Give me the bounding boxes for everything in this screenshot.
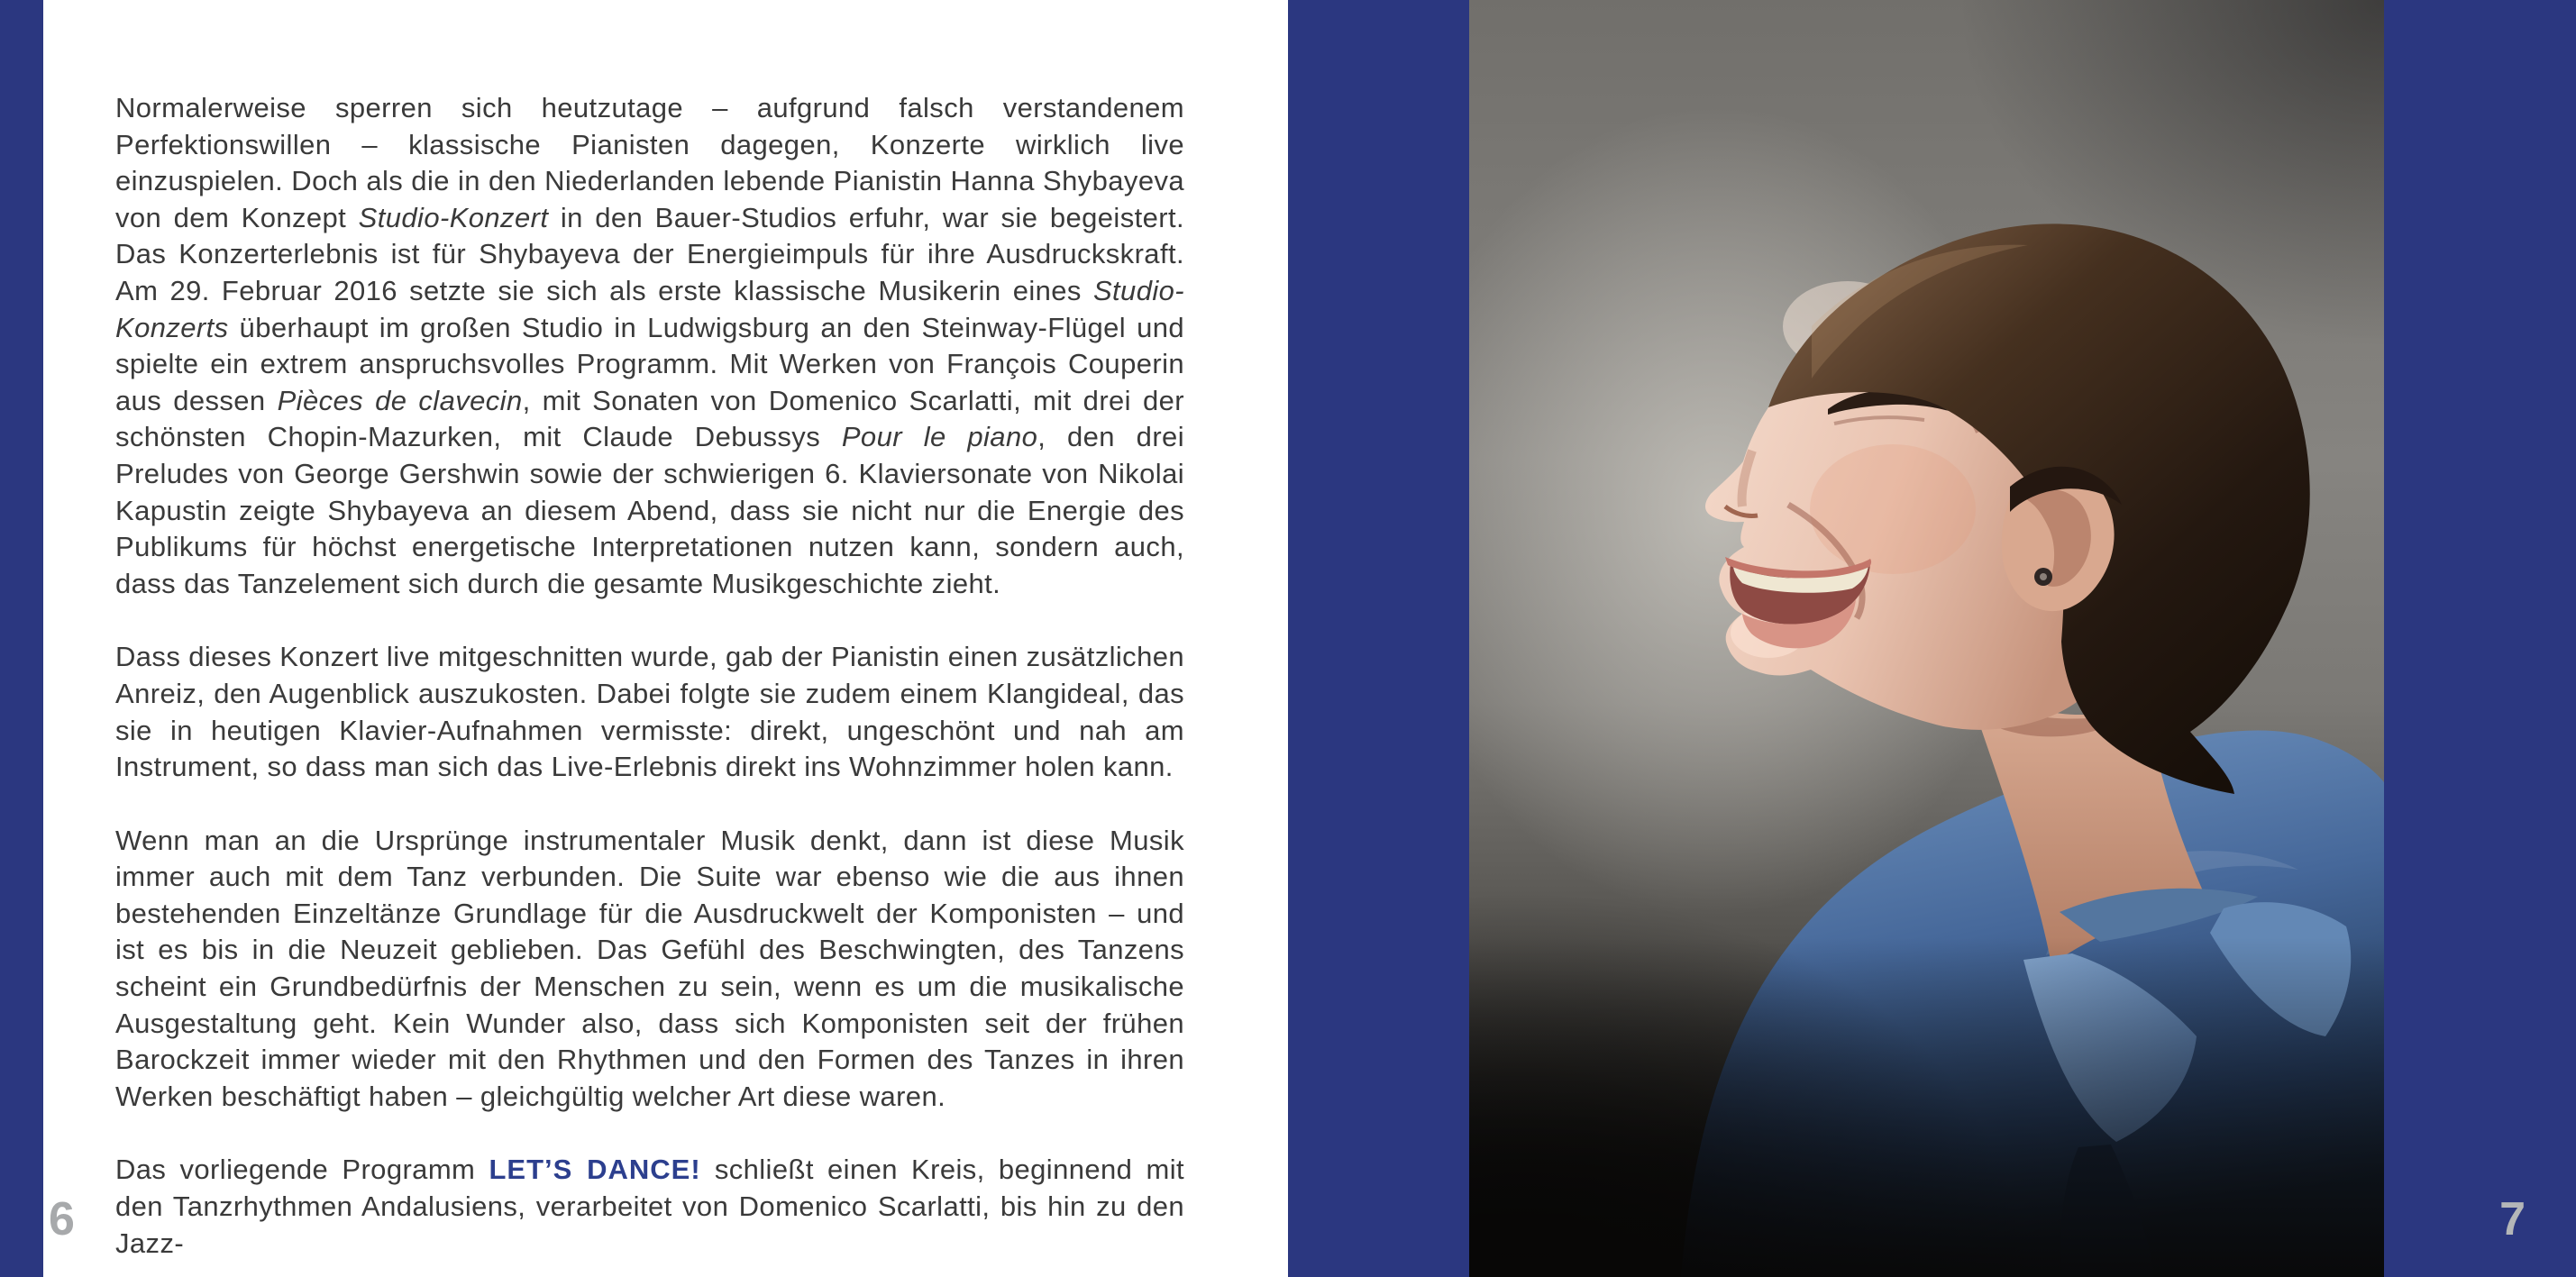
left-edge-band xyxy=(0,0,43,1277)
pianist-photo xyxy=(1469,0,2384,1277)
paragraph: Normalerweise sperren sich heutzutage – aufgrund falsch verstandenem Perfektionswillen – klassische Pianisten dagegen, Konzerte wirklich live einzuspielen. Doch als die in den Niederlanden lebende Pianistin Hanna Shybayeva von dem Konzept Studio-Konzert in den Bauer-Studios erfuhr, war sie begeistert. Das Konzerterlebnis ist für Shybayeva der Energieimpuls für ihre Ausdruckskraft. Am 29. Februar 2016 setzte sie sich als erste klassische Musikerin eines Studio-Konzerts überhaupt im großen Studio in Ludwigsburg an den Steinway-Flügel und spielte ein extrem anspruchsvolles Programm. Mit Werken von François Couperin aus dessen Pièces de clavecin, mit Sonaten von Domenico Scarlatti, mit drei der schönsten Chopin-Mazurken, mit Claude Debussys Pour le piano, den drei Preludes von George Gershwin sowie der schwierigen 6. Klaviersonate von Nikolai Kapustin zeigte Shybayeva an diesem Abend, dass sie nicht nur die Energie des Publikums für höchst energetische Interpretationen nutzen kann, sondern auch, dass das Tanzelement sich durch die gesamte Musikgeschichte zieht. xyxy=(115,92,1184,599)
portrait-illustration xyxy=(1469,0,2384,1277)
page-number-left: 6 xyxy=(49,1193,75,1245)
paragraph: Wenn man an die Ursprünge instrumentaler Musik denkt, dann ist diese Musik immer auch mit dem Tanz verbunden. Die Suite war ebenso wie die aus ihnen bestehenden Einzeltänze Grundlage für die Ausdruckwelt der Komponisten – und ist es bis in die Neuzeit geblieben. Das Gefühl des Beschwingten, des Tanzens scheint ein Grundbedürfnis der Menschen zu sein, wenn es um die musikalische Ausgestaltung geht. Kein Wunder also, dass sich Komponisten seit der frühen Barockzeit immer wieder mit den Rhythmen und den Formen des Tanzes in ihren Werken beschäftigt haben – gleichgültig welcher Art diese waren. xyxy=(115,824,1184,1112)
page-number-right: 7 xyxy=(2499,1193,2526,1245)
article-text xyxy=(115,90,1184,1262)
paragraph: Das vorliegende Programm LET’S DANCE! schließt einen Kreis, beginnend mit den Tanzrhythmen Andalusiens, verarbeitet von Domenico Scarlatti, bis hin zu den Jazz- xyxy=(115,1154,1184,1259)
right-page xyxy=(1288,0,2576,1277)
bottom-vignette xyxy=(1469,937,2384,1277)
paragraph: Dass dieses Konzert live mitgeschnitten wurde, gab der Pianistin einen zusätzlichen Anreiz, den Augenblick auszukosten. Dabei folgte sie zudem einem Klangideal, das sie in heutigen Klavier-Aufnahmen vermisste: direkt, ungeschönt und nah am Instrument, so dass man sich das Live-Erlebnis direkt ins Wohnzimmer holen kann. xyxy=(115,641,1184,783)
